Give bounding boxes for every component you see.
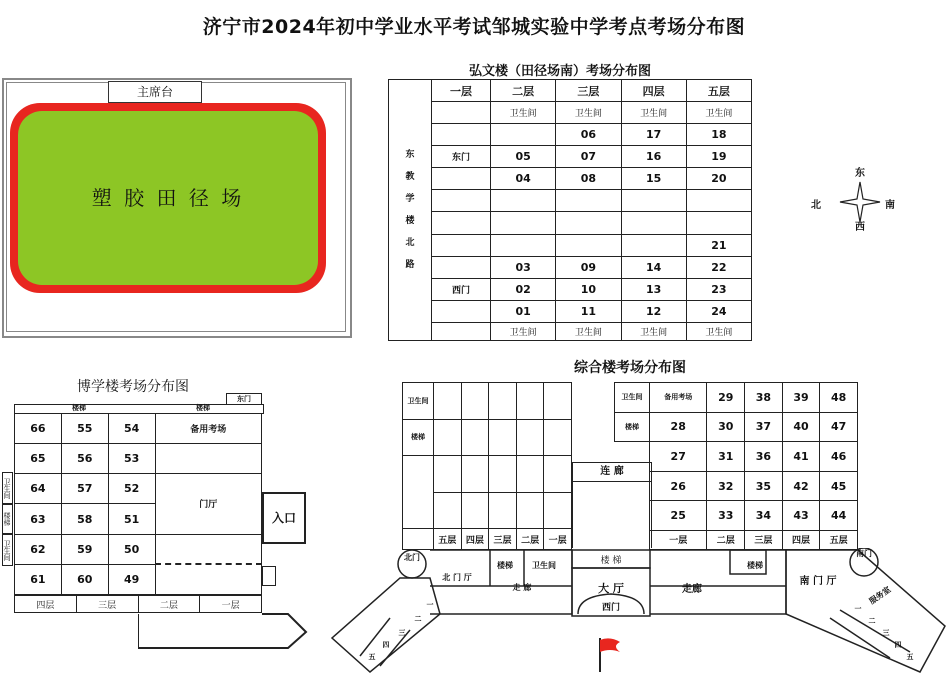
floor-header: 四层 xyxy=(621,80,686,102)
room-cell: 08 xyxy=(556,168,621,190)
road-column xyxy=(389,80,432,341)
washroom: 卫生间 xyxy=(615,383,650,413)
floor-label: 四层 xyxy=(15,596,77,613)
reviewing-stand: 主席台 xyxy=(108,81,202,103)
zonghe-west-gate: 西门 xyxy=(601,603,620,613)
floor-header: 二层 xyxy=(491,80,556,102)
room-cell: 17 xyxy=(621,124,686,146)
compass-east: 东 xyxy=(855,168,865,179)
zonghe-title: 综合楼考场分布图 xyxy=(574,360,686,376)
wing-floor-label: 三 xyxy=(882,629,890,637)
stairs: 楼梯 xyxy=(615,412,650,442)
room-cell: 12 xyxy=(621,300,686,322)
room-cell: 30 xyxy=(707,412,745,442)
boxue-title: 博学楼考场分布图 xyxy=(77,379,189,395)
boxue-stairs-label: 楼梯 xyxy=(196,404,210,412)
room-cell: 53 xyxy=(108,444,155,474)
wing-floor-label: 五 xyxy=(906,653,914,661)
zonghe-south-gate: 南 门 厅 xyxy=(799,576,837,587)
washroom: 卫生间 xyxy=(403,383,434,420)
room-cell: 40 xyxy=(782,412,820,442)
floor-label: 二层 xyxy=(707,530,745,549)
floor-label: 五层 xyxy=(434,529,462,550)
east-gate: 东门 xyxy=(432,146,491,168)
room-cell: 39 xyxy=(782,383,820,413)
floor-label: 一层 xyxy=(200,596,262,613)
room-cell: 16 xyxy=(621,146,686,168)
floor-label: 四层 xyxy=(461,529,489,550)
room-cell: 24 xyxy=(686,300,751,322)
zonghe-stairs-lower: 楼梯 xyxy=(497,561,513,570)
zonghe-north-door: 北门 xyxy=(404,553,420,562)
room-cell: 27 xyxy=(650,442,707,472)
floor-label: 二层 xyxy=(138,596,200,613)
zonghe-north-gate: 北 门 厅 xyxy=(442,573,472,582)
room-cell: 14 xyxy=(621,256,686,278)
zonghe-corridor: 连 廊 xyxy=(572,462,652,482)
floor-header: 三层 xyxy=(556,80,621,102)
room-cell: 54 xyxy=(108,414,155,444)
room-cell: 10 xyxy=(556,278,621,300)
room-cell: 31 xyxy=(707,442,745,472)
washroom: 卫生间 xyxy=(556,102,621,124)
boxue-east-gate: 东门 xyxy=(226,393,262,405)
road-char: 东 xyxy=(405,150,415,160)
room-cell: 56 xyxy=(61,444,108,474)
room-cell: 28 xyxy=(650,412,707,442)
floor-header: 一层 xyxy=(432,80,491,102)
reserve-room: 备用考场 xyxy=(155,414,261,444)
room-cell: 43 xyxy=(782,501,820,531)
room-cell: 13 xyxy=(621,278,686,300)
road-char: 教 xyxy=(405,172,415,182)
boxue-side-washroom: 卫生间 xyxy=(2,534,13,566)
boxue-entrance: 入口 xyxy=(262,492,306,544)
washroom: 卫生间 xyxy=(686,322,751,340)
room-cell: 05 xyxy=(491,146,556,168)
zonghe-office: 服务室 xyxy=(867,584,893,607)
room-cell: 20 xyxy=(686,168,751,190)
room-cell: 63 xyxy=(15,504,62,534)
zonghe-stairs-right: 楼梯 xyxy=(747,561,763,570)
room-cell: 01 xyxy=(491,300,556,322)
flag-icon xyxy=(596,636,626,672)
room-cell: 51 xyxy=(108,504,155,534)
room-cell: 32 xyxy=(707,471,745,501)
floor-label: 一层 xyxy=(544,529,572,550)
compass-west: 西 xyxy=(855,222,865,233)
room-cell: 60 xyxy=(61,564,108,594)
zonghe-lobby: 大 厅 xyxy=(598,582,624,595)
room-cell: 25 xyxy=(650,501,707,531)
room-cell: 46 xyxy=(820,442,858,472)
boxue-table xyxy=(14,413,262,595)
room-cell: 64 xyxy=(15,474,62,504)
field-turf: 塑 胶 田 径 场 xyxy=(18,111,318,285)
wing-floor-label: 二 xyxy=(868,617,876,625)
washroom: 卫生间 xyxy=(621,102,686,124)
room-cell: 61 xyxy=(15,564,62,594)
boxue-stairs-label: 楼梯 xyxy=(72,404,86,412)
room-cell: 18 xyxy=(686,124,751,146)
zonghe-walkway-left: 走 廊 xyxy=(512,583,532,592)
wing-floor-label: 五 xyxy=(368,653,376,661)
room-cell: 65 xyxy=(15,444,62,474)
stairs: 楼梯 xyxy=(403,419,434,456)
zonghe-left-grid xyxy=(402,382,572,550)
floor-label: 二层 xyxy=(516,529,544,550)
room-cell: 33 xyxy=(707,501,745,531)
boxue-side-washroom: 卫生间 xyxy=(2,472,13,504)
room-cell: 35 xyxy=(745,471,783,501)
room-cell: 09 xyxy=(556,256,621,278)
floor-label: 三层 xyxy=(76,596,138,613)
room-cell: 04 xyxy=(491,168,556,190)
boxue-walkway xyxy=(138,612,308,650)
room-cell: 52 xyxy=(108,474,155,504)
room-cell: 47 xyxy=(820,412,858,442)
road-char: 北 xyxy=(405,238,415,248)
room-cell: 44 xyxy=(820,501,858,531)
boxue-door-box xyxy=(262,566,276,586)
room-cell: 22 xyxy=(686,256,751,278)
zonghe-washroom-lower: 卫生间 xyxy=(532,561,556,570)
wing-floor-label: 四 xyxy=(894,641,902,649)
zonghe-walkway-right: 走廊 xyxy=(682,584,702,595)
room-cell: 66 xyxy=(15,414,62,444)
room-cell: 26 xyxy=(650,471,707,501)
room-cell: 41 xyxy=(782,442,820,472)
room-cell: 62 xyxy=(15,534,62,564)
room-cell: 38 xyxy=(745,383,783,413)
zonghe-lobby-stairs: 楼 梯 xyxy=(600,556,622,566)
west-gate: 西门 xyxy=(432,278,491,300)
wing-floor-label: 四 xyxy=(382,641,390,649)
zonghe-right-grid xyxy=(614,382,858,550)
boxue-floor-row xyxy=(14,595,262,613)
washroom: 卫生间 xyxy=(621,322,686,340)
washroom: 卫生间 xyxy=(686,102,751,124)
boxue-hall: 门厅 xyxy=(155,474,261,534)
wing-floor-label: 三 xyxy=(398,629,406,637)
room-cell xyxy=(491,124,556,146)
hongwen-table xyxy=(388,79,752,341)
room-cell: 59 xyxy=(61,534,108,564)
room-cell: 50 xyxy=(108,534,155,564)
floor-label: 一层 xyxy=(650,530,707,549)
floor-label: 四层 xyxy=(782,530,820,549)
room-cell: 11 xyxy=(556,300,621,322)
room-cell: 21 xyxy=(686,234,751,256)
road-char: 学 xyxy=(405,194,415,204)
room-cell: 23 xyxy=(686,278,751,300)
reserve-room: 备用考场 xyxy=(650,383,707,413)
room-cell: 42 xyxy=(782,471,820,501)
room-cell: 37 xyxy=(745,412,783,442)
boxue-side-stairs: 楼梯 xyxy=(2,504,13,534)
road-char: 路 xyxy=(405,260,415,270)
room-cell: 02 xyxy=(491,278,556,300)
washroom: 卫生间 xyxy=(491,102,556,124)
wing-floor-label: 一 xyxy=(854,605,862,613)
room-cell: 45 xyxy=(820,471,858,501)
washroom: 卫生间 xyxy=(491,322,556,340)
room-cell: 36 xyxy=(745,442,783,472)
room-cell: 55 xyxy=(61,414,108,444)
room-cell: 48 xyxy=(820,383,858,413)
wing-floor-label: 二 xyxy=(414,615,422,623)
page-title: 济宁市2024年初中学业水平考试邹城实验中学考点考场分布图 xyxy=(202,16,746,38)
wing-floor-label: 一 xyxy=(426,601,434,609)
compass-north: 北 xyxy=(811,200,821,211)
room-cell: 34 xyxy=(745,501,783,531)
room-cell: 57 xyxy=(61,474,108,504)
room-cell: 03 xyxy=(491,256,556,278)
room-cell: 19 xyxy=(686,146,751,168)
room-cell: 06 xyxy=(556,124,621,146)
floor-label: 三层 xyxy=(489,529,517,550)
road-char: 楼 xyxy=(405,216,415,226)
room-cell: 07 xyxy=(556,146,621,168)
compass-south: 南 xyxy=(885,200,895,211)
floor-header: 五层 xyxy=(686,80,751,102)
room-cell: 58 xyxy=(61,504,108,534)
zonghe-south-door: 南门 xyxy=(856,549,872,558)
hongwen-title: 弘文楼（田径场南）考场分布图 xyxy=(468,64,651,79)
room-cell: 29 xyxy=(707,383,745,413)
floor-label: 五层 xyxy=(820,530,858,549)
floor-label: 三层 xyxy=(745,530,783,549)
room-cell: 49 xyxy=(108,564,155,594)
washroom: 卫生间 xyxy=(556,322,621,340)
room-cell: 15 xyxy=(621,168,686,190)
